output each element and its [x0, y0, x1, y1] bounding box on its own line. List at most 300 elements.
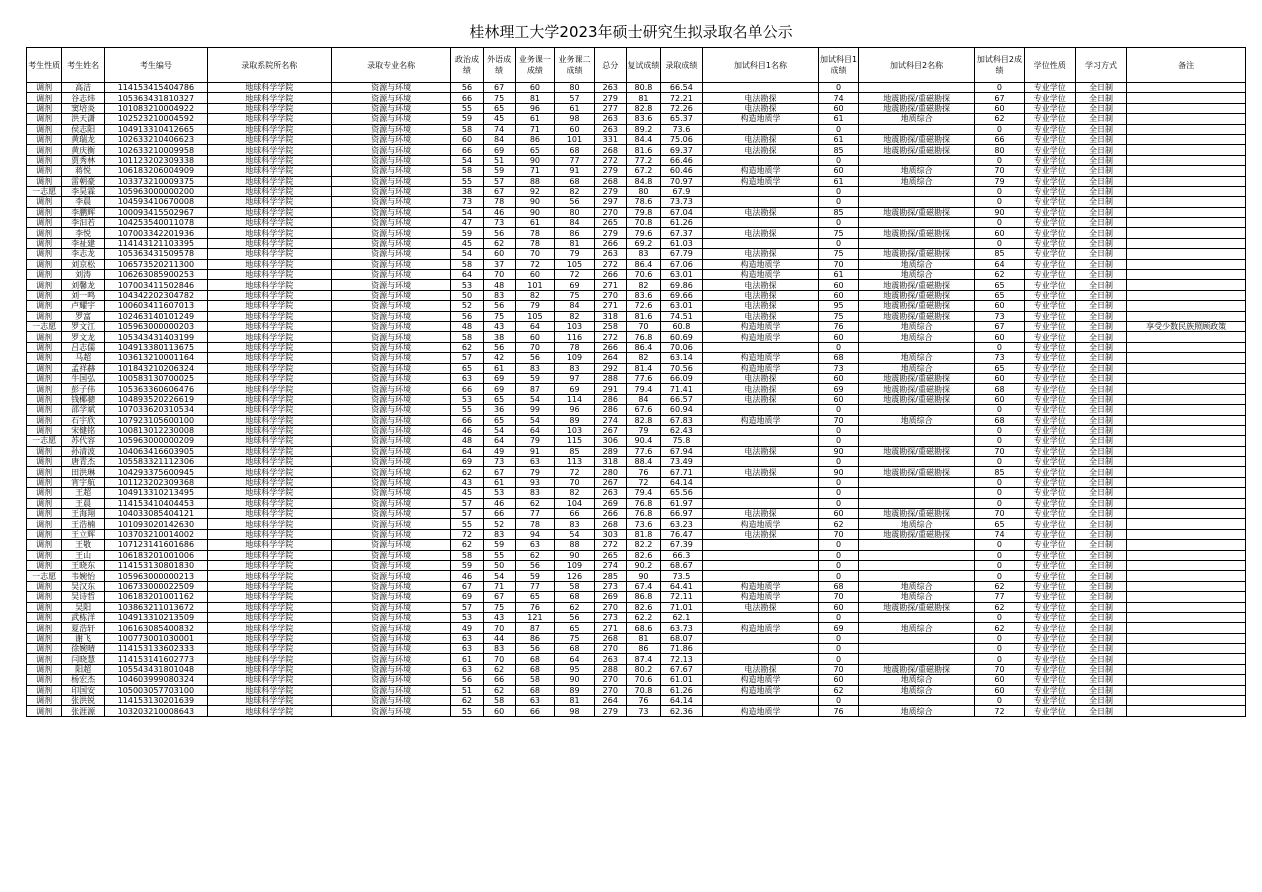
cell-interview: 84 — [626, 394, 660, 404]
cell-politics: 48 — [451, 321, 483, 331]
cell-politics: 65 — [451, 363, 483, 373]
cell-study-mode: 全日制 — [1075, 540, 1126, 550]
cell-name: 吴阳 — [62, 602, 105, 612]
cell-subject1: 93 — [515, 477, 555, 487]
cell-exam-id: 102633210009958 — [105, 145, 208, 155]
cell-study-mode: 全日制 — [1075, 457, 1126, 467]
cell-subject2: 88 — [555, 540, 595, 550]
cell-exam-id: 106163085400832 — [105, 623, 208, 633]
cell-language: 70 — [483, 654, 515, 664]
cell-subject1: 54 — [515, 415, 555, 425]
cell-study-mode: 全日制 — [1075, 270, 1126, 280]
cell-subject1: 70 — [515, 249, 555, 259]
cell-major: 资源与环境 — [331, 446, 451, 456]
cell-extra2-score: 0 — [975, 612, 1024, 622]
cell-major: 资源与环境 — [331, 342, 451, 352]
cell-type: 调剂 — [27, 581, 62, 591]
cell-remark — [1127, 675, 1246, 685]
cell-language: 71 — [483, 581, 515, 591]
cell-exam-id: 105963000000213 — [105, 571, 208, 581]
cell-total: 266 — [594, 342, 626, 352]
cell-subject2: 103 — [555, 425, 595, 435]
cell-major: 资源与环境 — [331, 270, 451, 280]
cell-subject2: 61 — [555, 103, 595, 113]
cell-final: 73.49 — [661, 457, 703, 467]
cell-type: 调剂 — [27, 477, 62, 487]
cell-politics: 66 — [451, 93, 483, 103]
cell-language: 38 — [483, 332, 515, 342]
cell-extra2-name: 地震勘探/重磁勘探 — [858, 93, 975, 103]
cell-extra2-score: 73 — [975, 353, 1024, 363]
cell-politics: 61 — [451, 654, 483, 664]
cell-college: 地球科学学院 — [207, 363, 331, 373]
cell-type: 调剂 — [27, 270, 62, 280]
cell-college: 地球科学学院 — [207, 290, 331, 300]
cell-type: 调剂 — [27, 664, 62, 674]
cell-college: 地球科学学院 — [207, 446, 331, 456]
cell-type: 一志愿 — [27, 571, 62, 581]
cell-subject1: 64 — [515, 321, 555, 331]
cell-subject1: 92 — [515, 186, 555, 196]
cell-study-mode: 全日制 — [1075, 332, 1126, 342]
cell-politics: 66 — [451, 145, 483, 155]
cell-extra2-name: 地震勘探/重磁勘探 — [858, 228, 975, 238]
cell-study-mode: 全日制 — [1075, 519, 1126, 529]
cell-degree: 专业学位 — [1024, 675, 1075, 685]
cell-study-mode: 全日制 — [1075, 477, 1126, 487]
cell-extra2-name — [858, 238, 975, 248]
cell-extra1-name: 构造地质学 — [702, 675, 819, 685]
cell-college: 地球科学学院 — [207, 83, 331, 93]
cell-final: 66.97 — [661, 509, 703, 519]
cell-language: 53 — [483, 488, 515, 498]
cell-study-mode: 全日制 — [1075, 685, 1126, 695]
cell-extra1-name — [702, 550, 819, 560]
cell-extra2-score: 68 — [975, 384, 1024, 394]
cell-degree: 专业学位 — [1024, 155, 1075, 165]
cell-subject1: 81 — [515, 93, 555, 103]
cell-subject1: 65 — [515, 145, 555, 155]
cell-extra1-name: 构造地质学 — [702, 623, 819, 633]
cell-remark: 享受少数民族照顾政策 — [1127, 321, 1246, 331]
cell-language: 73 — [483, 218, 515, 228]
cell-degree: 专业学位 — [1024, 529, 1075, 539]
cell-extra2-score: 67 — [975, 321, 1024, 331]
cell-total: 274 — [594, 560, 626, 570]
cell-exam-id: 105963000000209 — [105, 436, 208, 446]
cell-interview: 67.2 — [626, 166, 660, 176]
cell-extra1-score: 62 — [819, 519, 859, 529]
cell-degree: 专业学位 — [1024, 560, 1075, 570]
cell-politics: 69 — [451, 457, 483, 467]
cell-college: 地球科学学院 — [207, 550, 331, 560]
cell-name: 吕志儒 — [62, 342, 105, 352]
cell-study-mode: 全日制 — [1075, 384, 1126, 394]
cell-language: 60 — [483, 249, 515, 259]
cell-extra2-score: 60 — [975, 675, 1024, 685]
cell-interview: 82 — [626, 353, 660, 363]
cell-politics: 57 — [451, 498, 483, 508]
cell-major: 资源与环境 — [331, 436, 451, 446]
cell-extra1-score: 69 — [819, 623, 859, 633]
cell-type: 调剂 — [27, 301, 62, 311]
cell-major: 资源与环境 — [331, 467, 451, 477]
cell-politics: 58 — [451, 550, 483, 560]
cell-study-mode: 全日制 — [1075, 207, 1126, 217]
cell-final: 63.23 — [661, 519, 703, 529]
cell-total: 286 — [594, 394, 626, 404]
cell-degree: 专业学位 — [1024, 394, 1075, 404]
cell-total: 270 — [594, 290, 626, 300]
cell-total: 280 — [594, 467, 626, 477]
table-row — [27, 280, 1246, 290]
cell-extra2-name — [858, 644, 975, 654]
cell-type: 调剂 — [27, 363, 62, 373]
cell-extra2-name: 地震勘探/重磁勘探 — [858, 145, 975, 155]
cell-language: 70 — [483, 270, 515, 280]
cell-subject2: 69 — [555, 280, 595, 290]
cell-remark — [1127, 83, 1246, 93]
cell-extra2-score: 0 — [975, 405, 1024, 415]
cell-politics: 54 — [451, 207, 483, 217]
cell-subject2: 78 — [555, 342, 595, 352]
cell-total: 297 — [594, 197, 626, 207]
cell-extra2-score: 0 — [975, 498, 1024, 508]
cell-type: 调剂 — [27, 696, 62, 706]
cell-subject2: 79 — [555, 249, 595, 259]
cell-name: 李祉建 — [62, 238, 105, 248]
cell-extra1-score: 76 — [819, 706, 859, 716]
cell-degree: 专业学位 — [1024, 706, 1075, 716]
cell-extra2-score: 0 — [975, 477, 1024, 487]
cell-extra1-score: 0 — [819, 186, 859, 196]
table-row — [27, 425, 1246, 435]
table-row — [27, 519, 1246, 529]
cell-college: 地球科学学院 — [207, 685, 331, 695]
cell-language: 51 — [483, 155, 515, 165]
cell-final: 62.43 — [661, 425, 703, 435]
cell-exam-id: 104593410670008 — [105, 197, 208, 207]
cell-politics: 55 — [451, 706, 483, 716]
cell-type: 调剂 — [27, 207, 62, 217]
cell-college: 地球科学学院 — [207, 166, 331, 176]
cell-college: 地球科学学院 — [207, 301, 331, 311]
cell-name: 彭子伟 — [62, 384, 105, 394]
cell-extra2-score: 0 — [975, 540, 1024, 550]
cell-subject1: 77 — [515, 509, 555, 519]
cell-college: 地球科学学院 — [207, 353, 331, 363]
cell-exam-id: 100603411607013 — [105, 301, 208, 311]
cell-interview: 78.6 — [626, 197, 660, 207]
cell-type: 调剂 — [27, 353, 62, 363]
cell-extra1-name: 电法勘探 — [702, 529, 819, 539]
cell-language: 50 — [483, 560, 515, 570]
cell-major: 资源与环境 — [331, 134, 451, 144]
cell-extra1-name — [702, 457, 819, 467]
cell-final: 69.66 — [661, 290, 703, 300]
cell-subject1: 83 — [515, 363, 555, 373]
cell-total: 318 — [594, 457, 626, 467]
cell-extra1-score: 0 — [819, 571, 859, 581]
cell-final: 66.09 — [661, 373, 703, 383]
cell-final: 67.71 — [661, 467, 703, 477]
cell-subject1: 79 — [515, 436, 555, 446]
cell-extra1-name: 电法勘探 — [702, 134, 819, 144]
admission-table — [26, 47, 1246, 717]
cell-language: 42 — [483, 353, 515, 363]
cell-exam-id: 106183206004909 — [105, 166, 208, 176]
cell-remark — [1127, 301, 1246, 311]
cell-name: 贾秀林 — [62, 155, 105, 165]
cell-total: 266 — [594, 509, 626, 519]
cell-extra2-score: 70 — [975, 166, 1024, 176]
table-row — [27, 540, 1246, 550]
cell-study-mode: 全日制 — [1075, 93, 1126, 103]
cell-final: 73.5 — [661, 571, 703, 581]
cell-extra1-name — [702, 654, 819, 664]
cell-extra2-score: 62 — [975, 114, 1024, 124]
cell-extra2-score: 0 — [975, 124, 1024, 134]
header-exam-id: 考生编号 — [105, 48, 208, 83]
cell-extra1-score: 69 — [819, 384, 859, 394]
cell-type: 调剂 — [27, 540, 62, 550]
table-row — [27, 207, 1246, 217]
cell-total: 318 — [594, 311, 626, 321]
cell-study-mode: 全日制 — [1075, 259, 1126, 269]
cell-exam-id: 107123141601686 — [105, 540, 208, 550]
cell-name: 韦婉怡 — [62, 571, 105, 581]
cell-total: 289 — [594, 446, 626, 456]
cell-extra2-score: 65 — [975, 519, 1024, 529]
cell-college: 地球科学学院 — [207, 519, 331, 529]
cell-interview: 76 — [626, 696, 660, 706]
cell-extra2-name: 地震勘探/重磁勘探 — [858, 103, 975, 113]
cell-college: 地球科学学院 — [207, 373, 331, 383]
cell-exam-id: 105003057703100 — [105, 685, 208, 695]
cell-study-mode: 全日制 — [1075, 280, 1126, 290]
cell-total: 270 — [594, 644, 626, 654]
cell-exam-id: 103863211013672 — [105, 602, 208, 612]
cell-remark — [1127, 477, 1246, 487]
cell-interview: 70.8 — [626, 685, 660, 695]
table-row — [27, 321, 1246, 331]
cell-extra2-score: 0 — [975, 560, 1024, 570]
table-row — [27, 270, 1246, 280]
cell-study-mode: 全日制 — [1075, 415, 1126, 425]
cell-degree: 专业学位 — [1024, 311, 1075, 321]
table-row — [27, 197, 1246, 207]
cell-extra1-score: 0 — [819, 197, 859, 207]
header-extra2-name: 加试科目2名称 — [858, 48, 975, 83]
cell-study-mode: 全日制 — [1075, 623, 1126, 633]
cell-extra1-score: 61 — [819, 114, 859, 124]
cell-final: 60.46 — [661, 166, 703, 176]
cell-college: 地球科学学院 — [207, 498, 331, 508]
cell-extra2-score: 74 — [975, 529, 1024, 539]
table-row — [27, 581, 1246, 591]
cell-total: 267 — [594, 425, 626, 435]
cell-politics: 54 — [451, 155, 483, 165]
cell-remark — [1127, 228, 1246, 238]
cell-extra1-name: 电法勘探 — [702, 664, 819, 674]
cell-extra1-score: 70 — [819, 664, 859, 674]
cell-extra2-name — [858, 425, 975, 435]
cell-interview: 82.8 — [626, 103, 660, 113]
cell-subject2: 60 — [555, 124, 595, 134]
cell-subject2: 84 — [555, 218, 595, 228]
cell-major: 资源与环境 — [331, 290, 451, 300]
cell-total: 279 — [594, 93, 626, 103]
cell-subject1: 63 — [515, 457, 555, 467]
cell-study-mode: 全日制 — [1075, 301, 1126, 311]
cell-extra2-name: 地质综合 — [858, 114, 975, 124]
cell-extra1-name: 电法勘探 — [702, 311, 819, 321]
cell-college: 地球科学学院 — [207, 436, 331, 446]
cell-type: 调剂 — [27, 93, 62, 103]
cell-degree: 专业学位 — [1024, 166, 1075, 176]
cell-final: 67.83 — [661, 415, 703, 425]
cell-college: 地球科学学院 — [207, 270, 331, 280]
cell-politics: 64 — [451, 270, 483, 280]
cell-subject2: 70 — [555, 477, 595, 487]
cell-name: 王立辉 — [62, 529, 105, 539]
cell-total: 263 — [594, 654, 626, 664]
cell-total: 265 — [594, 218, 626, 228]
cell-final: 64.14 — [661, 696, 703, 706]
table-row — [27, 249, 1246, 259]
cell-politics: 46 — [451, 425, 483, 435]
cell-politics: 58 — [451, 259, 483, 269]
cell-college: 地球科学学院 — [207, 197, 331, 207]
cell-subject2: 82 — [555, 186, 595, 196]
cell-subject2: 90 — [555, 550, 595, 560]
cell-exam-id: 105363360606476 — [105, 384, 208, 394]
cell-name: 卢耀宇 — [62, 301, 105, 311]
cell-name: 蒋悦 — [62, 166, 105, 176]
cell-extra1-score: 75 — [819, 311, 859, 321]
cell-study-mode: 全日制 — [1075, 436, 1126, 446]
cell-final: 76.47 — [661, 529, 703, 539]
cell-total: 272 — [594, 332, 626, 342]
cell-extra2-name — [858, 540, 975, 550]
cell-degree: 专业学位 — [1024, 488, 1075, 498]
cell-college: 地球科学学院 — [207, 602, 331, 612]
cell-politics: 38 — [451, 186, 483, 196]
cell-politics: 67 — [451, 581, 483, 591]
cell-study-mode: 全日制 — [1075, 321, 1126, 331]
cell-subject2: 64 — [555, 654, 595, 664]
cell-major: 资源与环境 — [331, 103, 451, 113]
cell-college: 地球科学学院 — [207, 155, 331, 165]
cell-extra1-name — [702, 342, 819, 352]
cell-final: 67.39 — [661, 540, 703, 550]
cell-remark — [1127, 488, 1246, 498]
cell-interview: 82.8 — [626, 415, 660, 425]
cell-major: 资源与环境 — [331, 685, 451, 695]
cell-language: 61 — [483, 477, 515, 487]
cell-politics: 49 — [451, 623, 483, 633]
cell-extra1-name: 电法勘探 — [702, 446, 819, 456]
cell-interview: 80.2 — [626, 664, 660, 674]
cell-total: 258 — [594, 321, 626, 331]
cell-remark — [1127, 238, 1246, 248]
cell-college: 地球科学学院 — [207, 467, 331, 477]
header-language: 外语成绩 — [483, 48, 515, 83]
cell-type: 调剂 — [27, 134, 62, 144]
cell-subject2: 89 — [555, 685, 595, 695]
cell-name: 罗文龙 — [62, 332, 105, 342]
cell-remark — [1127, 664, 1246, 674]
table-row — [27, 706, 1246, 716]
cell-degree: 专业学位 — [1024, 571, 1075, 581]
cell-final: 71.86 — [661, 644, 703, 654]
cell-exam-id: 105963000000203 — [105, 321, 208, 331]
cell-politics: 45 — [451, 488, 483, 498]
cell-subject1: 87 — [515, 384, 555, 394]
cell-major: 资源与环境 — [331, 571, 451, 581]
cell-extra2-name: 地质综合 — [858, 270, 975, 280]
cell-degree: 专业学位 — [1024, 353, 1075, 363]
table-row — [27, 529, 1246, 539]
cell-degree: 专业学位 — [1024, 664, 1075, 674]
cell-extra2-score: 0 — [975, 457, 1024, 467]
cell-extra1-name: 构造地质学 — [702, 353, 819, 363]
cell-major: 资源与环境 — [331, 581, 451, 591]
cell-interview: 68.6 — [626, 623, 660, 633]
cell-name: 王山 — [62, 550, 105, 560]
header-politics: 政治成绩 — [451, 48, 483, 83]
cell-subject1: 68 — [515, 685, 555, 695]
cell-study-mode: 全日制 — [1075, 664, 1126, 674]
cell-extra2-score: 72 — [975, 706, 1024, 716]
cell-extra1-score: 60 — [819, 509, 859, 519]
cell-total: 263 — [594, 249, 626, 259]
cell-college: 地球科学学院 — [207, 259, 331, 269]
cell-college: 地球科学学院 — [207, 540, 331, 550]
cell-remark — [1127, 145, 1246, 155]
cell-study-mode: 全日制 — [1075, 114, 1126, 124]
cell-politics: 56 — [451, 311, 483, 321]
cell-extra2-score: 70 — [975, 509, 1024, 519]
cell-remark — [1127, 509, 1246, 519]
cell-subject1: 70 — [515, 342, 555, 352]
cell-politics: 45 — [451, 238, 483, 248]
cell-interview: 80.8 — [626, 83, 660, 93]
cell-total: 269 — [594, 592, 626, 602]
cell-study-mode: 全日制 — [1075, 405, 1126, 415]
cell-subject1: 64 — [515, 425, 555, 435]
cell-final: 66.54 — [661, 83, 703, 93]
cell-study-mode: 全日制 — [1075, 83, 1126, 93]
cell-extra2-score: 0 — [975, 425, 1024, 435]
cell-extra2-score: 67 — [975, 93, 1024, 103]
cell-degree: 专业学位 — [1024, 186, 1075, 196]
cell-extra2-name: 地震勘探/重磁勘探 — [858, 529, 975, 539]
cell-subject2: 113 — [555, 457, 595, 467]
cell-extra2-name: 地质综合 — [858, 166, 975, 176]
cell-language: 67 — [483, 186, 515, 196]
cell-college: 地球科学学院 — [207, 228, 331, 238]
cell-extra1-name — [702, 612, 819, 622]
cell-extra1-score: 90 — [819, 467, 859, 477]
cell-major: 资源与环境 — [331, 238, 451, 248]
cell-extra2-name — [858, 633, 975, 643]
cell-degree: 专业学位 — [1024, 238, 1075, 248]
cell-major: 资源与环境 — [331, 612, 451, 622]
cell-study-mode: 全日制 — [1075, 134, 1126, 144]
cell-extra2-name: 地质综合 — [858, 623, 975, 633]
table-row — [27, 623, 1246, 633]
